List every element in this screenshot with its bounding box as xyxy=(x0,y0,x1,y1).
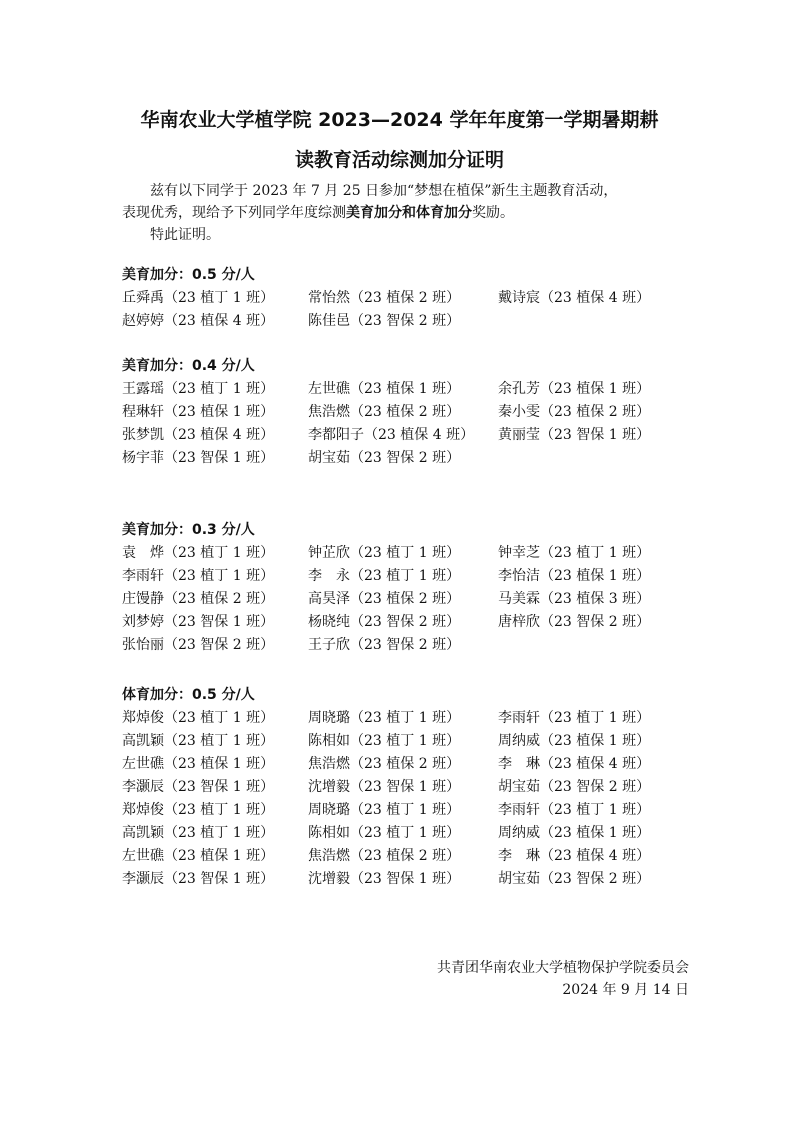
student-entry: 李雨轩（23 植丁 1 班） xyxy=(498,802,651,818)
student-entry: 高凯颖（23 植丁 1 班） xyxy=(122,733,275,749)
student-entry: 周晓璐（23 植丁 1 班） xyxy=(308,802,461,818)
document-title-line-1: 华南农业大学植学院 2023—2024 学年年度第一学期暑期耕 xyxy=(140,109,659,131)
student-entry: 陈相如（23 植丁 1 班） xyxy=(308,733,461,749)
student-entry: 沈增毅（23 智保 1 班） xyxy=(308,871,461,887)
student-entry: 马美霖（23 植保 3 班） xyxy=(498,591,651,607)
student-entry: 赵婷婷（23 植保 4 班） xyxy=(122,313,275,329)
student-entry: 胡宝茹（23 智保 2 班） xyxy=(498,871,651,887)
student-entry: 李雨轩（23 植丁 1 班） xyxy=(122,568,275,584)
student-entry: 焦浩燃（23 植保 2 班） xyxy=(308,848,461,864)
student-entry: 左世礁（23 植保 1 班） xyxy=(308,381,461,397)
student-entry: 周纳威（23 植保 1 班） xyxy=(498,825,651,841)
student-entry: 高昊泽（23 植保 2 班） xyxy=(308,591,461,607)
intro-line-2-end: 奖励。 xyxy=(472,205,514,221)
student-entry: 焦浩燃（23 植保 2 班） xyxy=(308,756,461,772)
student-entry: 李 琳（23 植保 4 班） xyxy=(498,756,651,772)
student-entry: 黄丽莹（23 智保 1 班） xyxy=(498,427,651,443)
student-entry: 胡宝茹（23 智保 2 班） xyxy=(308,450,461,466)
intro-bold-award: 美育加分和体育加分 xyxy=(346,205,472,221)
student-entry: 高凯颖（23 植丁 1 班） xyxy=(122,825,275,841)
student-entry: 钟幸芝（23 植丁 1 班） xyxy=(498,545,651,561)
student-entry: 钟芷欣（23 植丁 1 班） xyxy=(308,545,461,561)
section-aesthetic-0-4 xyxy=(122,354,722,470)
student-entry: 李雨轩（23 植丁 1 班） xyxy=(498,710,651,726)
issue-date: 2024 年 9 月 14 日 xyxy=(562,982,689,998)
student-entry: 袁 烨（23 植丁 1 班） xyxy=(122,545,275,561)
student-list xyxy=(122,542,722,657)
student-entry: 焦浩燃（23 植保 2 班） xyxy=(308,404,461,420)
student-entry: 沈增毅（23 智保 1 班） xyxy=(308,779,461,795)
student-entry: 李怡洁（23 植保 1 班） xyxy=(498,568,651,584)
student-list xyxy=(122,287,722,333)
student-entry: 周晓璐（23 植丁 1 班） xyxy=(308,710,461,726)
student-entry: 李灏辰（23 智保 1 班） xyxy=(122,871,275,887)
intro-line-1: 兹有以下同学于 2023 年 7 月 25 日参加“梦想在植保”新生主题教育活动， xyxy=(150,183,618,199)
student-entry: 程琳轩（23 植保 1 班） xyxy=(122,404,275,420)
intro-line-2 xyxy=(122,202,692,224)
student-entry: 杨晓纯（23 智保 2 班） xyxy=(308,614,461,630)
student-entry: 戴诗宸（23 植保 4 班） xyxy=(498,290,651,306)
student-entry: 李 永（23 植丁 1 班） xyxy=(308,568,461,584)
section-sports-0-5 xyxy=(122,683,722,891)
student-entry: 刘梦婷（23 智保 1 班） xyxy=(122,614,275,630)
student-entry: 李灏辰（23 智保 1 班） xyxy=(122,779,275,795)
student-entry: 庄馒静（23 植保 2 班） xyxy=(122,591,275,607)
student-list xyxy=(122,378,722,470)
student-entry: 王子欣（23 智保 2 班） xyxy=(308,637,461,653)
student-entry: 常怡然（23 植保 2 班） xyxy=(308,290,461,306)
student-entry: 李 琳（23 植保 4 班） xyxy=(498,848,651,864)
student-entry: 余孔芳（23 植保 1 班） xyxy=(498,381,651,397)
document-title-line-2: 读教育活动综测加分证明 xyxy=(294,149,504,171)
section-heading: 美育加分：0.5 分/人 xyxy=(122,267,255,283)
student-entry: 左世礁（23 植保 1 班） xyxy=(122,756,275,772)
student-entry: 张梦凯（23 植保 4 班） xyxy=(122,427,275,443)
section-aesthetic-0-5 xyxy=(122,263,722,333)
student-entry: 唐梓欣（23 智保 2 班） xyxy=(498,614,651,630)
issuing-organization: 共青团华南农业大学植物保护学院委员会 xyxy=(437,960,689,976)
student-entry: 陈相如（23 植丁 1 班） xyxy=(308,825,461,841)
student-list xyxy=(122,707,722,891)
student-entry: 李都阳子（23 植保 4 班） xyxy=(308,427,475,443)
section-aesthetic-0-3 xyxy=(122,518,722,657)
student-entry: 张怡丽（23 智保 2 班） xyxy=(122,637,275,653)
student-entry: 胡宝茹（23 智保 2 班） xyxy=(498,779,651,795)
section-heading: 体育加分：0.5 分/人 xyxy=(122,687,255,703)
intro-paragraph xyxy=(122,180,692,246)
student-entry: 秦小雯（23 植保 2 班） xyxy=(498,404,651,420)
student-entry: 郑焯俊（23 植丁 1 班） xyxy=(122,802,275,818)
student-entry: 周纳威（23 植保 1 班） xyxy=(498,733,651,749)
section-heading: 美育加分：0.4 分/人 xyxy=(122,358,255,374)
student-entry: 左世礁（23 植保 1 班） xyxy=(122,848,275,864)
intro-certify: 特此证明。 xyxy=(150,227,220,243)
intro-line-2-text: 表现优秀，现给予下列同学年度综测 xyxy=(122,205,346,221)
student-entry: 陈佳邑（23 智保 2 班） xyxy=(308,313,461,329)
student-entry: 郑焯俊（23 植丁 1 班） xyxy=(122,710,275,726)
student-entry: 王露瑶（23 植丁 1 班） xyxy=(122,381,275,397)
student-entry: 丘舜禹（23 植丁 1 班） xyxy=(122,290,275,306)
signature-block xyxy=(437,957,689,1001)
student-entry: 杨宇菲（23 智保 1 班） xyxy=(122,450,275,466)
section-heading: 美育加分：0.3 分/人 xyxy=(122,522,255,538)
